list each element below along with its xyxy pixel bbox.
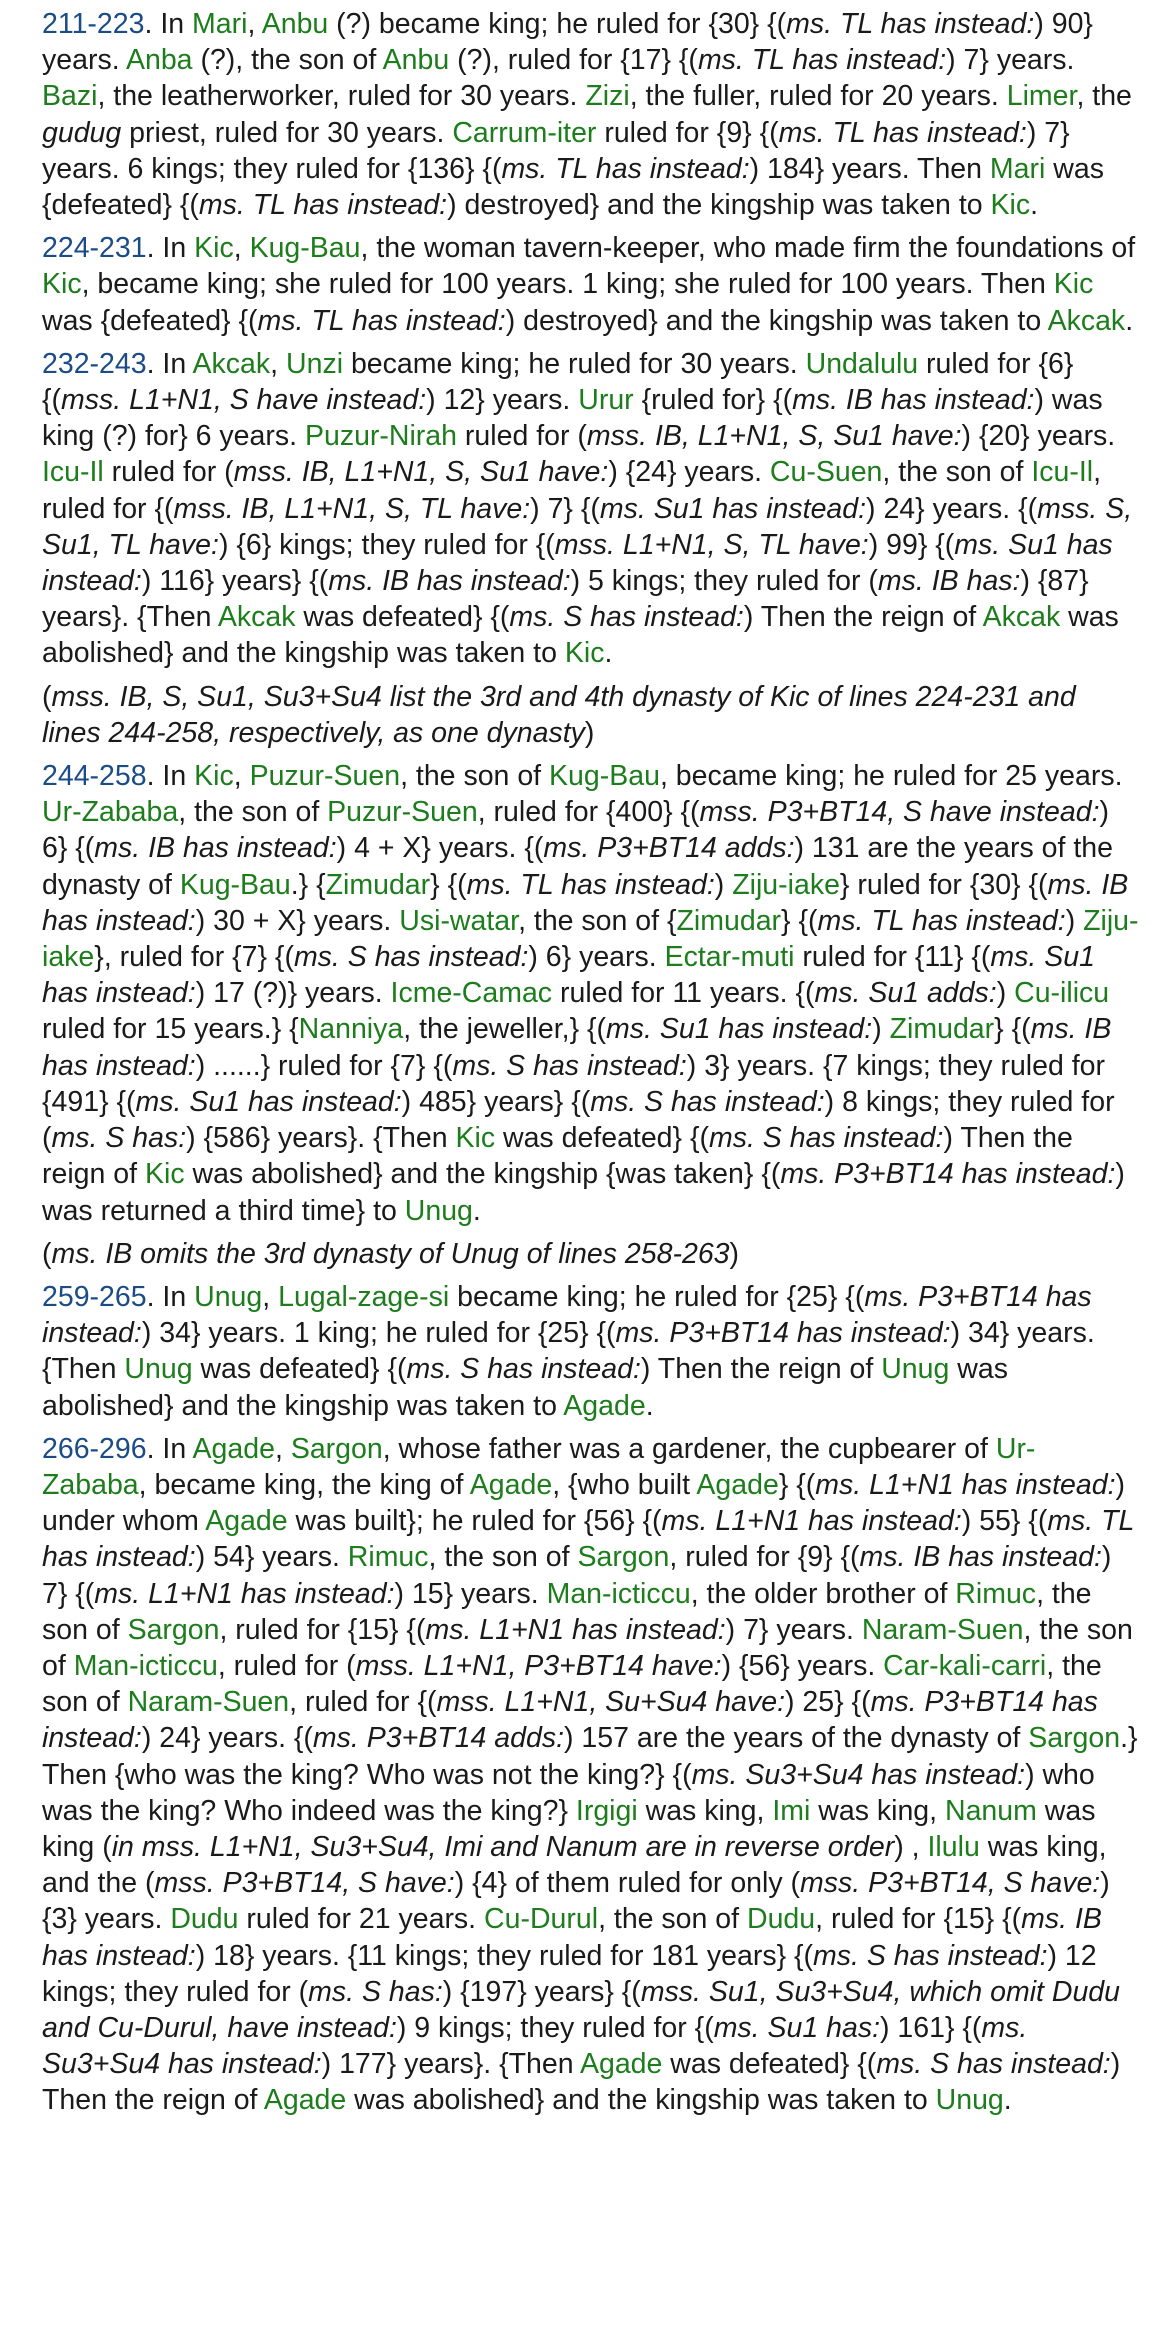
name-link[interactable]: Mari	[192, 8, 248, 40]
editorial-note: ms. S has instead:	[590, 1085, 825, 1118]
editorial-note: ms. S has instead:	[708, 1122, 944, 1155]
text-run: , ruled for {(	[42, 456, 1102, 525]
text-run: ) {586} years}. {Then	[186, 1122, 456, 1155]
text-run: ) 7} years.	[725, 1613, 862, 1646]
name-link[interactable]: Puzur-Nirah	[304, 420, 457, 453]
name-link[interactable]: Unzi	[286, 347, 344, 380]
name-link[interactable]: Car-kali-carri	[883, 1649, 1047, 1682]
name-link[interactable]: Naram-Suen	[127, 1686, 290, 1719]
text-run: ) {6} kings; they ruled for {(	[218, 528, 555, 561]
text-run: . In	[146, 1280, 195, 1313]
name-link[interactable]: Agade	[696, 1468, 779, 1501]
name-link[interactable]: Kug-Bau	[549, 760, 660, 793]
paragraph	[42, 1431, 1139, 2119]
name-link[interactable]: Cu-ilicu	[1014, 977, 1110, 1010]
text-run: } ruled for {30} {(	[839, 868, 1048, 901]
line-number-link[interactable]: 266-296	[42, 1432, 147, 1465]
name-link[interactable]: Kic	[144, 1158, 185, 1191]
name-link[interactable]: Ectar-muti	[664, 941, 795, 974]
name-link[interactable]: Limer	[1006, 80, 1077, 113]
text-run: ) 90} years.	[42, 8, 1093, 77]
editorial-note: ms. S has instead:	[509, 601, 744, 634]
text-run: ) ......} ruled for {7} {(	[195, 1049, 453, 1082]
text-run: , the leatherworker, ruled for 30 years.	[97, 80, 586, 113]
name-link[interactable]: Puzur-Suen	[327, 796, 478, 829]
text-run: )	[729, 1237, 740, 1270]
text-run: ) 184} years. Then	[749, 152, 990, 185]
text-run: .	[1125, 304, 1134, 337]
name-link[interactable]: Icme-Camac	[390, 977, 553, 1010]
editorial-note: ms. TL has instead:	[198, 189, 448, 222]
name-link[interactable]: Sargon	[577, 1541, 670, 1574]
text-run: became king; he ruled for 30 years.	[343, 347, 806, 380]
text-run: ) 9 kings; they ruled for {(	[396, 2011, 714, 2044]
text-run: , ruled for {15} {(	[219, 1613, 426, 1646]
text-run: was abolished} and the kingship was taken to	[346, 2084, 936, 2117]
text-run: .	[1003, 2084, 1012, 2117]
name-link[interactable]: Urur	[578, 384, 634, 417]
text-run: ruled for {6} {(	[42, 347, 1074, 417]
text-run: , ruled for {(	[289, 1686, 437, 1719]
name-link[interactable]: Sargon	[290, 1432, 383, 1465]
text-run: . In	[146, 232, 195, 265]
name-link[interactable]: Rimuc	[955, 1577, 1037, 1610]
text-run: , became king, the king of	[138, 1468, 470, 1501]
editorial-note: ms. P3+BT14 has instead:	[615, 1317, 951, 1350]
text-run: was defeated} {(	[662, 2048, 877, 2081]
text-run: was defeated} {(	[295, 601, 510, 634]
text-run: ) {3} years.	[42, 1867, 1110, 1936]
text-run: , the woman tavern-keeper, who made firm the foundations of	[360, 232, 1136, 265]
text-run: ruled for (	[103, 456, 234, 489]
name-link[interactable]: Ilulu	[927, 1830, 980, 1863]
paragraph	[42, 1279, 1139, 1424]
text-run: ) 55} {(	[961, 1505, 1048, 1538]
text-run: ) 6} years.	[528, 941, 665, 974]
line-number-link[interactable]: 224-231	[42, 232, 147, 265]
editorial-note: ms. S has instead:	[452, 1049, 687, 1082]
text-run: , the son of	[42, 1577, 1092, 1646]
text-run: (	[42, 680, 52, 713]
name-link[interactable]: Rimuc	[347, 1541, 429, 1574]
name-link[interactable]: Kug-Bau	[249, 232, 361, 265]
editorial-note: mss. L1+N1, P3+BT14 have:	[355, 1649, 722, 1682]
name-link[interactable]: Agade	[563, 1389, 646, 1422]
editorial-note: ms. IB omits the 3rd dynasty of Unug of lines 258-263	[51, 1237, 730, 1270]
text-run: was defeated} {(	[192, 1353, 407, 1386]
editorial-note: mss. IB, L1+N1, S, Su1 have:	[233, 456, 609, 489]
editorial-note: mss. P3+BT14, S have:	[800, 1867, 1101, 1900]
name-link[interactable]: Man-icticcu	[546, 1577, 691, 1610]
line-number-link[interactable]: 211-223	[42, 8, 145, 40]
editorial-note: ms. IB has instead:	[328, 565, 571, 598]
text-run: ) 24} years. {(	[141, 1722, 313, 1755]
name-link[interactable]: Ziju-iake	[732, 868, 840, 901]
text-run: } {(	[994, 1013, 1031, 1046]
text-run: ) 18} years. {11 kings; they ruled for 181 years} {(	[195, 1939, 814, 1972]
text-run: } {(	[430, 868, 467, 901]
name-link[interactable]: Kic	[194, 760, 234, 793]
name-link[interactable]: Irgigi	[575, 1794, 638, 1827]
text-run: )	[1065, 904, 1084, 937]
text-run: was abolished} and the kingship was taken to	[42, 1353, 1008, 1422]
name-link[interactable]: Lugal-zage-si	[278, 1280, 450, 1313]
name-link[interactable]: Anbu	[261, 8, 329, 40]
text-run: was built}; he ruled for {56} {(	[287, 1505, 662, 1538]
text-run: ) was king (?) for} 6 years.	[42, 384, 1103, 453]
text-run: ) Then the reign of	[42, 1122, 1073, 1191]
name-link[interactable]: Sargon	[127, 1613, 220, 1646]
editorial-note: ms. TL has instead:	[786, 8, 1035, 40]
name-link[interactable]: Naram-Suen	[861, 1613, 1024, 1646]
text-run: } {(	[778, 1468, 816, 1501]
name-link[interactable]: Agade	[192, 1432, 275, 1465]
editorial-note: in mss. L1+N1, Su3+Su4, Imi and Nanum are in reverse order	[111, 1830, 895, 1863]
text-run: ) 25} {(	[785, 1686, 871, 1719]
text-run: ) was returned a third time} to	[42, 1158, 1125, 1227]
editorial-note: ms. Su1 has instead:	[135, 1085, 402, 1118]
name-link[interactable]: Zizi	[585, 80, 630, 113]
editorial-note: ms. Su1 has instead:	[42, 528, 1113, 598]
text-run: , the son of	[178, 796, 328, 829]
editorial-note: ms. Su1 has instead:	[606, 1013, 873, 1046]
name-link[interactable]: Kic	[564, 637, 605, 670]
name-link[interactable]: Man-icticcu	[73, 1649, 218, 1682]
text-run: ) 7} years. 6 kings; they ruled for {136} {(	[42, 116, 1070, 185]
text-run: ) 177} years}. {Then	[321, 2048, 580, 2081]
text-run: .	[472, 1194, 481, 1227]
text-run: ) 4 + X} years. {(	[336, 832, 544, 865]
name-link[interactable]: Zimudar	[889, 1013, 995, 1046]
text-run: ,	[247, 8, 262, 40]
name-link[interactable]: Agade	[205, 1505, 288, 1538]
text-run: ) Then the reign of	[42, 2048, 1121, 2117]
text-run: became king; he ruled for {25} {(	[449, 1280, 865, 1313]
editorial-note: mss. P3+BT14, S have instead:	[699, 796, 1100, 829]
text-run: ruled for 15 years.} {	[42, 1013, 299, 1046]
name-link[interactable]: Icu-Il	[1031, 456, 1094, 489]
text-run: . In	[146, 1432, 193, 1465]
text-run: )	[872, 1013, 890, 1046]
text-run: } {(	[781, 904, 818, 937]
text-run: ruled for 21 years.	[238, 1903, 485, 1936]
text-run: ,	[262, 1280, 279, 1313]
text-run: .	[1030, 189, 1039, 222]
text-run: . In	[146, 347, 193, 380]
text-run: ) 157 are the years of the dynasty of	[564, 1722, 1029, 1755]
editorial-note: ms. Su1 has instead:	[42, 941, 1095, 1010]
text-run: ) {56} years.	[721, 1649, 884, 1682]
text-run: (?), ruled for {17} {(	[449, 44, 698, 77]
text-run: ) 131 are the years of the dynasty of	[42, 832, 1113, 901]
editorial-note: ms. P3+BT14 has instead:	[42, 1686, 1098, 1755]
text-run: was abolished} and the kingship was taken to	[42, 601, 1119, 670]
text-run: , ruled for {400} {(	[477, 796, 700, 829]
name-link[interactable]: Akcak	[192, 347, 271, 380]
editorial-note: mss. IB, L1+N1, S, TL have:	[173, 492, 531, 525]
text-run: ) destroyed} and the kingship was taken to	[505, 304, 1048, 337]
text-run: ,	[233, 232, 250, 265]
editorial-note: ms. IB has instead:	[42, 1903, 1102, 1972]
editorial-note: ms. L1+N1 has instead:	[425, 1613, 726, 1646]
text-run: ) 7} {(	[530, 492, 600, 525]
name-link[interactable]: Dudu	[170, 1903, 239, 1936]
editorial-note: ms. S has instead:	[293, 941, 529, 974]
text-run: ) {4} of them ruled for only (	[454, 1867, 801, 1900]
name-link[interactable]: Zimudar	[325, 868, 431, 901]
name-link[interactable]: Kug-Bau	[179, 868, 291, 901]
paragraph	[42, 758, 1139, 1229]
name-link[interactable]: Sargon	[1028, 1722, 1121, 1755]
name-link[interactable]: Carrum-iter	[452, 116, 597, 149]
editorial-note: mss. Su1, Su3+Su4, which omit Dudu and Cu-Durul, have instead:	[42, 1975, 1121, 2044]
text-run: was defeated} {(	[495, 1122, 709, 1155]
text-run: was king,	[810, 1794, 945, 1827]
text-run: ) 30 + X} years.	[195, 904, 400, 937]
text-run: ) 485} years} {(	[401, 1085, 591, 1118]
name-link[interactable]: Nanniya	[298, 1013, 404, 1046]
text-run: (?), the son of	[192, 44, 383, 77]
paragraph	[42, 6, 1139, 223]
paragraph	[42, 346, 1139, 672]
text-run: (?) became king; he ruled for {30} {(	[328, 8, 787, 40]
text-run: , the son of	[598, 1903, 747, 1936]
editorial-note: ms. IB has:	[877, 565, 1021, 598]
text-run: ,	[233, 760, 250, 793]
editorial-note: ms. S has instead:	[813, 1939, 1048, 1972]
text-run: was {defeated} {(	[42, 304, 258, 337]
text-run: ) 15} years.	[394, 1577, 547, 1610]
text-run: ) 7} {(	[42, 1541, 1112, 1610]
text-run: ) {197} years} {(	[442, 1975, 641, 2008]
name-link[interactable]: Akcak	[982, 601, 1061, 634]
text-run: ) 34} years. 1 king; he ruled for {25} {(	[141, 1317, 616, 1350]
editorial-note: mss. P3+BT14, S have:	[154, 1867, 455, 1900]
name-link[interactable]: Akcak	[217, 601, 296, 634]
text-run: , the son of	[400, 760, 550, 793]
text-run: ) 34} years. {Then	[42, 1317, 1095, 1386]
text-run: )	[714, 868, 733, 901]
name-link[interactable]: Agade	[263, 2084, 347, 2117]
editorial-note: ms. TL has instead:	[501, 152, 750, 185]
text-run: ) {87} years}. {Then	[42, 565, 1089, 634]
text-run: ) 3} years. {7 kings; they ruled for {491} {(	[42, 1049, 1106, 1118]
name-link[interactable]: Kic	[990, 189, 1031, 222]
text-run: , ruled for {9} {(	[669, 1541, 860, 1574]
text-run: was king (	[42, 1794, 1096, 1863]
text-run: ruled for {9} {(	[596, 116, 779, 149]
editorial-note: mss. L1+N1, S have instead:	[61, 384, 427, 417]
editorial-note: ms. TL has instead:	[778, 116, 1027, 149]
editorial-note: mss. IB, S, Su1, Su3+Su4 list the 3rd and 4th dynasty of Kic of lines 224-231 and lines 244-258, respectively, as one dynasty	[42, 680, 1076, 749]
name-link[interactable]: Unug	[404, 1194, 473, 1227]
editorial-note: ms. P3+BT14 adds:	[543, 832, 795, 865]
text-run: . In	[144, 8, 193, 40]
text-run: ) ,	[894, 1830, 928, 1863]
name-link[interactable]: Dudu	[747, 1903, 816, 1936]
name-link[interactable]: Kic	[1053, 268, 1094, 301]
editorial-note: mss. S, Su1, TL have:	[42, 492, 1133, 561]
text-run: ) who was the king? Who indeed was the king?}	[42, 1758, 1095, 1827]
paragraph	[42, 679, 1139, 751]
name-link[interactable]: Imi	[772, 1794, 811, 1827]
text-run: ) 12} years.	[426, 384, 579, 417]
text-run: ) 6} {(	[42, 796, 1110, 865]
text-run: , the son of	[882, 456, 1032, 489]
name-link[interactable]: Nanum	[944, 1794, 1037, 1827]
text-run: )	[584, 716, 595, 749]
text-run: , the son of {	[518, 904, 677, 937]
text-run: , became king; he ruled for 25 years.	[659, 760, 1123, 793]
name-link[interactable]: Agade	[579, 2048, 663, 2081]
editorial-note: ms. Su1 has instead:	[599, 492, 867, 525]
text-run: .} Then {who was the king? Who was not the king?} {(	[42, 1722, 1138, 1791]
text-run: ) 116} years} {(	[141, 565, 329, 598]
editorial-note: ms. TL has instead:	[257, 304, 506, 337]
editorial-note: ms. S has instead:	[876, 2048, 1111, 2081]
name-link[interactable]: Kic	[455, 1122, 496, 1155]
line-number-link[interactable]: 259-265	[42, 1280, 147, 1313]
name-link[interactable]: Anba	[125, 44, 193, 77]
editorial-note: ms. Su1 has:	[713, 2011, 881, 2044]
line-number-link[interactable]: 232-243	[42, 347, 147, 380]
editorial-note: mss. IB, L1+N1, S, Su1 have:	[586, 420, 962, 453]
editorial-note: ms. TL has instead:	[817, 904, 1066, 937]
text-run: , ruled for {15} {(	[815, 1903, 1022, 1936]
text-run: ,	[270, 347, 287, 380]
name-link[interactable]: Ur-Zababa	[42, 1432, 1036, 1501]
editorial-note: ms. IB has instead:	[42, 868, 1129, 937]
text-run: , the son of	[42, 1649, 1102, 1719]
text-run: , the jeweller,} {(	[403, 1013, 607, 1046]
text-run: was {defeated} {(	[42, 152, 1104, 222]
text-run: .	[604, 637, 613, 670]
text-run: ruled for {11} {(	[794, 941, 991, 974]
text-run: ) destroyed} and the kingship was taken to	[447, 189, 991, 222]
paragraph	[42, 230, 1139, 339]
name-link[interactable]: Zimudar	[676, 904, 782, 937]
text-run: ) {20} years.	[961, 420, 1116, 453]
text-run: ,	[274, 1432, 291, 1465]
text-run: . In	[146, 760, 195, 793]
text-run: (	[42, 1237, 52, 1270]
name-link[interactable]: Agade	[469, 1468, 553, 1501]
name-link[interactable]: Undalulu	[805, 347, 919, 380]
editorial-note: ms. L1+N1 has instead:	[815, 1468, 1116, 1501]
text-run: )	[996, 977, 1015, 1010]
text-run: , the son of	[428, 1541, 578, 1574]
editorial-note: ms. TL has instead:	[697, 44, 947, 77]
editorial-note: ms. Su1 adds:	[814, 977, 997, 1010]
editorial-note: ms. IB has instead:	[859, 1541, 1102, 1574]
text-run: , the fuller, ruled for 20 years.	[629, 80, 1007, 113]
editorial-note: ms. S has instead:	[406, 1353, 641, 1386]
line-number-link[interactable]: 244-258	[42, 760, 147, 793]
editorial-note: ms. IB has instead:	[94, 832, 337, 865]
text-run: ) 7} years.	[946, 44, 1075, 77]
text-run: , {who built	[552, 1468, 697, 1501]
editorial-note: ms. P3+BT14 has instead:	[780, 1158, 1116, 1191]
editorial-note: ms. TL has instead:	[466, 868, 715, 901]
editorial-note: ms. P3+BT14 has instead:	[42, 1280, 1092, 1350]
text-run: priest, ruled for 30 years.	[121, 116, 453, 149]
text-run: }, ruled for {7} {(	[94, 941, 294, 974]
name-link[interactable]: Unug	[124, 1353, 193, 1386]
editorial-note: ms. TL has instead:	[42, 1505, 1134, 1574]
name-link[interactable]: Cu-Durul	[484, 1903, 599, 1936]
name-link[interactable]: Mari	[989, 152, 1046, 185]
name-link[interactable]: Kic	[42, 268, 82, 301]
text-run: , the older brother of	[690, 1577, 956, 1610]
name-link[interactable]: Ziju-iake	[42, 904, 1139, 974]
text-run: ) 54} years.	[195, 1541, 348, 1574]
text-run: ) Then the reign of	[743, 601, 983, 634]
name-link[interactable]: Cu-Suen	[769, 456, 883, 489]
text-run: ruled for (	[457, 420, 587, 453]
editorial-note: ms. IB has instead:	[42, 1013, 1112, 1082]
name-link[interactable]: Icu-Il	[42, 456, 104, 489]
text-run: ) under whom	[42, 1468, 1125, 1538]
editorial-note: ms. S has:	[308, 1975, 443, 2008]
text-run: was king,	[637, 1794, 773, 1827]
text-run: .} {	[290, 868, 326, 901]
text-run: was abolished} and the kingship {was taken} {(	[184, 1158, 781, 1191]
editorial-note: gudug	[42, 116, 122, 149]
name-link[interactable]: Ur-Zababa	[42, 796, 179, 829]
editorial-note: ms. Su3+Su4 has instead:	[691, 1758, 1026, 1791]
editorial-note: ms. P3+BT14 adds:	[312, 1722, 565, 1755]
name-link[interactable]: Puzur-Suen	[249, 760, 401, 793]
editorial-note: ms. L1+N1 has instead:	[94, 1577, 395, 1610]
text-run: ) {24} years.	[608, 456, 770, 489]
text-run: ) 17 (?)} years.	[195, 977, 391, 1010]
name-link[interactable]: Unug	[194, 1280, 263, 1313]
editorial-note: mss. L1+N1, S, TL have:	[554, 528, 869, 561]
name-link[interactable]: Usi-watar	[399, 904, 519, 937]
text-run: , whose father was a gardener, the cupbearer of	[382, 1432, 996, 1465]
text-run: .	[645, 1389, 654, 1422]
text-run: ) Then the reign of	[640, 1353, 882, 1386]
text-run: , ruled for (	[217, 1649, 356, 1682]
text-run: ) 5 kings; they ruled for (	[570, 565, 878, 598]
paragraph	[42, 1236, 1139, 1272]
editorial-note: ms. Su3+Su4 has instead:	[42, 2011, 1028, 2081]
name-link[interactable]: Bazi	[42, 80, 98, 113]
text-run: {ruled for} {(	[633, 384, 793, 417]
text-run: was king, and the (	[42, 1830, 1107, 1900]
text-run: , the son of	[42, 1613, 1133, 1682]
text-run: ) 99} {(	[868, 528, 955, 561]
editorial-note: ms. L1+N1 has instead:	[661, 1505, 962, 1538]
name-link[interactable]: Akcak	[1047, 304, 1126, 337]
editorial-note: ms. S has:	[51, 1122, 187, 1155]
name-link[interactable]: Kic	[194, 232, 234, 265]
text-run: ruled for 11 years. {(	[552, 977, 815, 1010]
text-run: ) 12 kings; they ruled for (	[42, 1939, 1097, 2008]
text-run: ) 8 kings; they ruled for (	[42, 1085, 1115, 1155]
name-link[interactable]: Unug	[881, 1353, 950, 1386]
editorial-note: mss. L1+N1, Su+Su4 have:	[436, 1686, 786, 1719]
text-run: , became king; she ruled for 100 years. 1 king; she ruled for 100 years. Then	[81, 268, 1054, 301]
editorial-note: ms. IB has instead:	[792, 384, 1035, 417]
text-run: , the	[1076, 80, 1132, 113]
name-link[interactable]: Anbu	[382, 44, 450, 77]
text-run: ) 161} {(	[880, 2011, 982, 2044]
name-link[interactable]: Unug	[935, 2084, 1004, 2117]
text-run: ) 24} years. {(	[866, 492, 1038, 525]
